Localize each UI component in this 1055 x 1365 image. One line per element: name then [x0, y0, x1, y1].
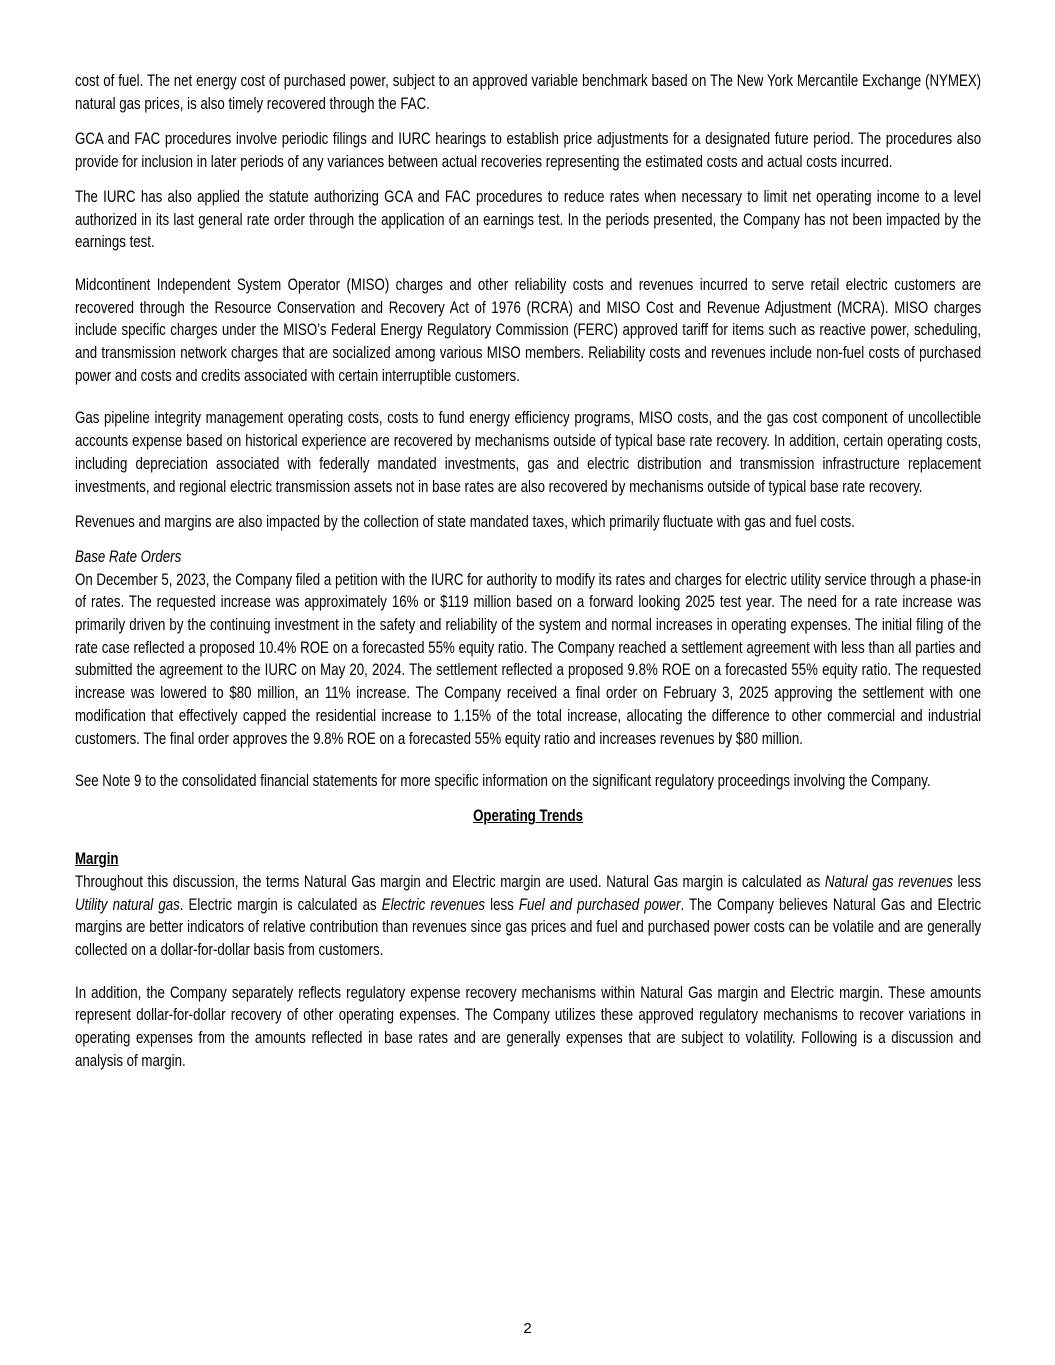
margin-text-h: Fuel and purchased power: [518, 895, 681, 914]
paragraph-fac: cost of fuel. The net energy cost of purchased power, subject to an approved variable benchmark based on The New York Mercantile Exchange (NYMEX) natural gas prices, is also timely recovered through the FAC.: [75, 72, 982, 113]
margin-text-a: Throughout this discussion, the terms Natural Gas margin and Electric margin are used. Natural Gas margin is calculated as: [75, 872, 825, 891]
paragraph-margin: [75, 848, 981, 962]
margin-text-g: less: [485, 895, 519, 914]
paragraph-taxes: Revenues and margins are also impacted by the collection of state mandated taxes, which primarily fluctuate with gas and fuel costs.: [75, 512, 855, 531]
paragraph-earnings-test: The IURC has also applied the statute authorizing GCA and FAC procedures to reduce rates when necessary to limit net operating income to a level authorized in its last general rate order through the application of an earnings test. In the periods presented, the Company has not been impacted by the earnings test.: [75, 187, 982, 252]
paragraph-base-rate-orders: [75, 546, 981, 750]
paragraph-gca-fac-procedures: GCA and FAC procedures involve periodic filings and IURC hearings to establish price adjustments for a designated future period. The procedures also provide for inclusion in later periods of any variances between actual recoveries representing the estimated costs and actual costs incurred.: [75, 129, 982, 171]
paragraph-regulatory-recovery: In addition, the Company separately reflects regulatory expense recovery mechanisms within Natural Gas margin and Electric margin. These amounts represent dollar-for-dollar recovery of other operating expenses. The Company utilizes these approved regulatory mechanisms to recover variations in operating expenses from the amounts reflected in base rates and are generally expenses that are subject to volatility. Following is a discussion and analysis of margin.: [75, 983, 982, 1070]
margin-text-c: less: [952, 872, 982, 891]
page-number: 2: [523, 1320, 532, 1337]
margin-text-f: Electric revenues: [381, 895, 486, 914]
base-rate-orders-text: On December 5, 2023, the Company filed a petition with the IURC for authority to modify its rates and charges for electric utility service through a phase-in of rates. The requested increase was approximately 16% or $119 million based on a forward looking 2025 test year. The need for a rate increase was primarily driven by the continuing investment in the safety and reliability of the system and normal increases in operating expenses. The initial filing of the rate case reflected a proposed 10.4% ROE on a forecasted 55% equity ratio. The Company reached a settlement agreement with less than all parties and submitted the agreement to the IURC on May 20, 2024. The settlement reflected a proposed 9.8% ROE on a forecasted 55% equity ratio. The requested increase was lowered to $80 million, an 11% increase. The Company received a final order on February 3, 2025 approving the settlement with one modification that effectively capped the residential increase to 1.15% of the total increase, allocating the difference to other commercial and industrial customers. The final order approves the 9.8% ROE on a forecasted 55% equity ratio and increases revenues by $80 million.: [75, 570, 982, 748]
paragraph-miso: Midcontinent Independent System Operator (MISO) charges and other reliability costs and revenues incurred to serve retail electric customers are recovered through the Resource Conservation and Recovery Act of 1976 (RCRA) and MISO Cost and Revenue Adjustment (MCRA). MISO charges include specific charges under the MISO’s Federal Energy Regulatory Commission (FERC) approved tariff for items such as reactive power, scheduling, and transmission network charges that are socialized among various MISO members. Reliability costs and revenues include non-fuel costs of purchased power and costs and credits associated with certain interruptible customers.: [75, 275, 982, 385]
paragraph-see-note: See Note 9 to the consolidated financial statements for more specific information on the significant regulatory proceedings involving the Company.: [75, 772, 931, 791]
margin-heading: Margin: [75, 850, 119, 869]
section-title: Operating Trends: [473, 807, 584, 826]
margin-text-e: . Electric margin is calculated as: [179, 895, 382, 914]
base-rate-orders-heading: Base Rate Orders: [75, 547, 182, 566]
document-body: [75, 70, 981, 1085]
paragraph-recovery-mechanisms: Gas pipeline integrity management operating costs, costs to fund energy efficiency programs, MISO costs, and the gas cost component of uncollectible accounts expense based on historical experience are recovered by mechanisms outside of typical base rate recovery. In addition, certain operating costs, including depreciation associated with federally mandated investments, gas and electric distribution and transmission infrastructure replacement investments, and regional electric transmission assets not in base rates are also recovered by mechanisms outside of typical base rate recovery.: [75, 409, 982, 496]
margin-text-d: Utility natural gas: [75, 895, 180, 914]
margin-text-i: . The Company believes Natural Gas and Electric margins are better indicators of relative contribution than revenues since gas prices and fuel and purchased power costs can be volatile and are generally collected on a dollar-for-dollar basis from customers.: [75, 895, 982, 959]
margin-text-b: Natural gas revenues: [824, 872, 953, 891]
